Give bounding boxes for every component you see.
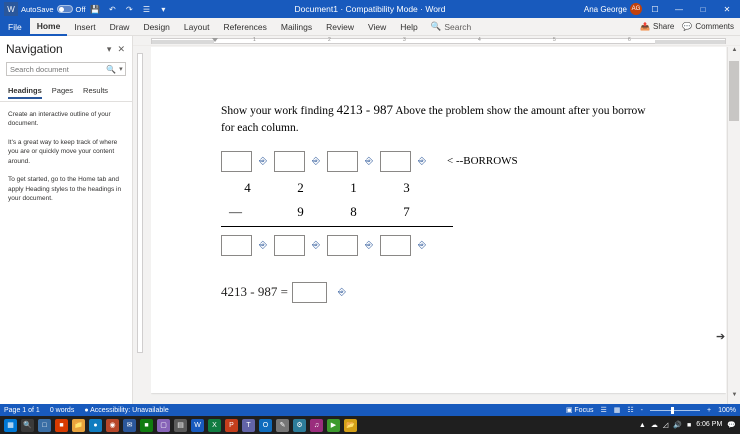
subtrahend-row	[221, 204, 656, 220]
system-tray	[639, 421, 736, 429]
zoom-slider[interactable]	[650, 410, 700, 411]
content-control-icon[interactable]: ⎆	[337, 286, 346, 298]
tab-help[interactable]: Help	[400, 21, 418, 32]
search-icon[interactable]: 🔍	[21, 419, 34, 432]
ruler-bar	[151, 38, 726, 44]
share-button[interactable]	[640, 22, 674, 31]
minimize-button[interactable]: —	[675, 4, 683, 14]
excel-icon[interactable]: X	[208, 419, 221, 432]
powerpoint-icon[interactable]: P	[225, 419, 238, 432]
comment-icon: 💬	[682, 22, 693, 31]
minuend-digit-1: 4	[244, 179, 251, 195]
equation-answer-box[interactable]	[292, 282, 327, 303]
undo-icon[interactable]: ↶	[109, 4, 116, 14]
minuend-digit-3: 1	[350, 179, 357, 195]
share-icon: 📤	[640, 22, 650, 31]
subtrahend-digit-1: 9	[297, 203, 304, 219]
web-layout-icon[interactable]: ☷	[627, 407, 634, 414]
battery-icon[interactable]: ■	[686, 421, 692, 429]
taskbar	[0, 416, 740, 434]
word-count[interactable]: 0 words	[49, 406, 75, 414]
account-name: Ana George	[583, 4, 627, 14]
autosave-switch[interactable]	[57, 5, 73, 13]
answer-box-3[interactable]	[327, 235, 358, 256]
close-icon[interactable]: ✕	[117, 43, 125, 54]
page-canvas	[151, 47, 726, 404]
equation-text: 4213 - 987 =	[221, 284, 288, 300]
tab-insert[interactable]: Insert	[74, 21, 96, 32]
content-control-icon[interactable]: ⎆	[312, 155, 320, 167]
navigation-search-row	[0, 60, 132, 80]
title-bar	[0, 0, 740, 18]
mail-icon[interactable]: ✉	[123, 419, 136, 432]
equation-row	[221, 282, 656, 303]
touch-mode-icon[interactable]: ☰	[142, 4, 150, 14]
content-control-icon[interactable]: ⎆	[259, 155, 267, 167]
navigation-empty-state	[0, 102, 132, 212]
notification-icon[interactable]: 💬	[727, 422, 736, 429]
answer-box-4[interactable]	[380, 235, 411, 256]
save-icon[interactable]: 💾	[90, 4, 101, 14]
video-icon[interactable]: ▶	[327, 419, 340, 432]
widgets-icon[interactable]: ■	[55, 419, 68, 432]
tab-mailings[interactable]: Mailings	[280, 21, 313, 32]
content-control-icon[interactable]: ⎆	[418, 239, 426, 251]
minuend-row	[221, 180, 656, 196]
search-label: Search	[444, 21, 472, 32]
notepad-icon[interactable]: ✎	[276, 419, 289, 432]
vertical-scrollbar[interactable]	[727, 47, 740, 404]
tab-pages[interactable]: Pages	[51, 86, 74, 95]
navigation-header-buttons	[107, 44, 128, 55]
title-bar-right	[584, 0, 740, 18]
calculator-icon[interactable]: ▤	[174, 419, 187, 432]
account-info[interactable]	[584, 3, 642, 15]
tab-view[interactable]: View	[367, 21, 387, 32]
borrows-label: < --BORROWS	[447, 155, 518, 168]
content-control-icon[interactable]: ⎆	[418, 155, 426, 167]
read-mode-icon[interactable]: ☰	[600, 407, 607, 414]
window-title: Document1 · Compatibility Mode · Word	[294, 4, 446, 14]
tab-home[interactable]: Home	[30, 18, 68, 36]
clock[interactable]: 6:06 PM	[696, 421, 723, 429]
tab-results[interactable]: Results	[83, 86, 109, 95]
tab-draw[interactable]: Draw	[109, 21, 130, 32]
windows-start-icon[interactable]: ▦	[4, 419, 17, 432]
edge-icon[interactable]: ●	[89, 419, 102, 432]
content-control-icon[interactable]: ⎆	[312, 239, 320, 251]
tab-layout[interactable]: Layout	[183, 21, 210, 32]
scrollbar-thumb[interactable]	[729, 61, 739, 121]
ribbon-tabs	[0, 18, 740, 36]
document-page[interactable]	[151, 47, 726, 393]
teams-icon[interactable]: T	[242, 419, 255, 432]
borrow-boxes-row	[221, 151, 656, 172]
status-bar-right	[566, 406, 736, 414]
heading-problem: 4213 - 987	[336, 102, 393, 117]
navigation-header	[0, 36, 132, 60]
nav-text-2: It's a great way to keep track of where you are or quickly move your content around.	[8, 138, 118, 165]
comments-label: Comments	[695, 22, 734, 31]
navigation-search-box[interactable]	[6, 62, 126, 76]
minus-sign: —	[229, 203, 242, 219]
tab-references[interactable]: References	[223, 21, 267, 32]
ribbon-search[interactable]	[425, 21, 478, 32]
ribbon-right-actions	[640, 22, 740, 31]
word-icon[interactable]: W	[191, 419, 204, 432]
borrow-box-3[interactable]	[327, 151, 358, 172]
minuend-digit-4: 3	[403, 179, 410, 195]
scroll-up-icon[interactable]: ▲	[731, 47, 738, 53]
music-icon[interactable]: ♫	[310, 419, 323, 432]
heading-pre: Show your work finding	[221, 105, 337, 117]
autosave-toggle[interactable]	[21, 5, 85, 14]
document-area	[133, 36, 740, 404]
quick-access-toolbar	[0, 2, 170, 16]
indent-marker[interactable]	[212, 38, 218, 42]
focus-button[interactable]	[566, 406, 594, 414]
zoom-in-button[interactable]: +	[707, 406, 712, 414]
focus-icon: ▣	[565, 407, 573, 414]
word-app-icon: W	[4, 2, 18, 16]
navigation-title: Navigation	[6, 42, 63, 56]
answer-boxes-row	[221, 235, 656, 256]
scroll-down-icon[interactable]: ▼	[731, 392, 738, 398]
nav-text-1: Create an interactive outline of your document.	[8, 111, 111, 128]
tab-headings[interactable]: Headings	[8, 86, 42, 99]
avatar[interactable]: AG	[630, 3, 642, 15]
nav-text-3: To get started, go to the Home tab and apply Heading styles to the headings in your document.	[8, 176, 122, 202]
folder-icon[interactable]: 📂	[344, 419, 357, 432]
chevron-down-icon[interactable]: ▾	[106, 43, 112, 54]
heading-post: Above the problem show the amount after you borrow for each column.	[221, 105, 646, 134]
accessibility-status[interactable]	[84, 407, 168, 414]
outlook-icon[interactable]: O	[259, 419, 272, 432]
tab-design[interactable]: Design	[143, 21, 170, 32]
redo-icon[interactable]: ↷	[126, 4, 133, 14]
customize-quick-access-icon[interactable]: ▾	[161, 4, 166, 14]
network-icon[interactable]: ◿	[662, 422, 669, 429]
content-control-icon[interactable]: ⎆	[365, 239, 373, 251]
settings-icon[interactable]: ⚙	[293, 419, 306, 432]
subtrahend-digit-3: 7	[403, 203, 410, 219]
minuend-digit-2: 2	[297, 179, 304, 195]
maximize-button[interactable]: □	[700, 4, 706, 14]
worksheet-heading	[221, 101, 656, 137]
subtrahend-digit-2: 8	[350, 203, 357, 219]
store-icon[interactable]: ■	[140, 419, 153, 432]
share-label: Share	[652, 22, 675, 31]
search-icon[interactable]: 🔍	[106, 64, 116, 74]
page-info[interactable]: Page 1 of 1	[4, 406, 40, 414]
navigation-tabs	[0, 80, 132, 102]
main-area	[0, 36, 740, 404]
comments-button[interactable]	[682, 22, 734, 31]
content-control-icon[interactable]: ⎆	[259, 239, 267, 251]
tab-review[interactable]: Review	[326, 21, 354, 32]
subtraction-rule-line	[221, 226, 453, 227]
horizontal-ruler[interactable]: 1 2 3 4 5 6	[133, 36, 740, 46]
accessibility-icon: ●	[84, 406, 89, 414]
tab-file[interactable]: File	[0, 18, 30, 36]
borrow-box-1[interactable]	[221, 151, 252, 172]
onedrive-icon[interactable]: ☁	[650, 422, 658, 429]
content-control-icon[interactable]: ⎆	[365, 155, 373, 167]
borrow-box-4[interactable]	[380, 151, 411, 172]
show-hidden-icons[interactable]: ▲	[638, 421, 646, 429]
answer-box-1[interactable]	[221, 235, 252, 256]
zoom-level[interactable]: 100%	[718, 406, 736, 414]
search-input[interactable]	[7, 65, 105, 74]
chevron-down-icon[interactable]: ▾	[119, 66, 123, 73]
autosave-label: AutoSave	[21, 4, 54, 14]
search-icon: 🔍	[430, 21, 442, 31]
autosave-state: Off	[75, 4, 86, 14]
task-view-icon[interactable]: □	[38, 419, 51, 432]
focus-label: Focus	[574, 407, 594, 414]
mouse-cursor: ➔	[716, 331, 726, 343]
answer-box-2[interactable]	[274, 235, 305, 256]
chrome-icon[interactable]: ◉	[106, 419, 119, 432]
accessibility-label: Accessibility: Unavailable	[90, 406, 169, 414]
zoom-out-button[interactable]: -	[640, 406, 643, 414]
close-button[interactable]: ✕	[723, 4, 731, 14]
status-bar	[0, 404, 740, 416]
volume-icon[interactable]: 🔊	[673, 422, 682, 429]
ribbon-display-options-icon[interactable]: ☐	[651, 4, 659, 14]
vertical-ruler[interactable]	[133, 47, 147, 404]
photos-icon[interactable]: ▢	[157, 419, 170, 432]
file-explorer-icon[interactable]: 📁	[72, 419, 85, 432]
borrow-box-2[interactable]	[274, 151, 305, 172]
navigation-pane	[0, 36, 133, 404]
print-layout-icon[interactable]: ▦	[613, 407, 621, 414]
